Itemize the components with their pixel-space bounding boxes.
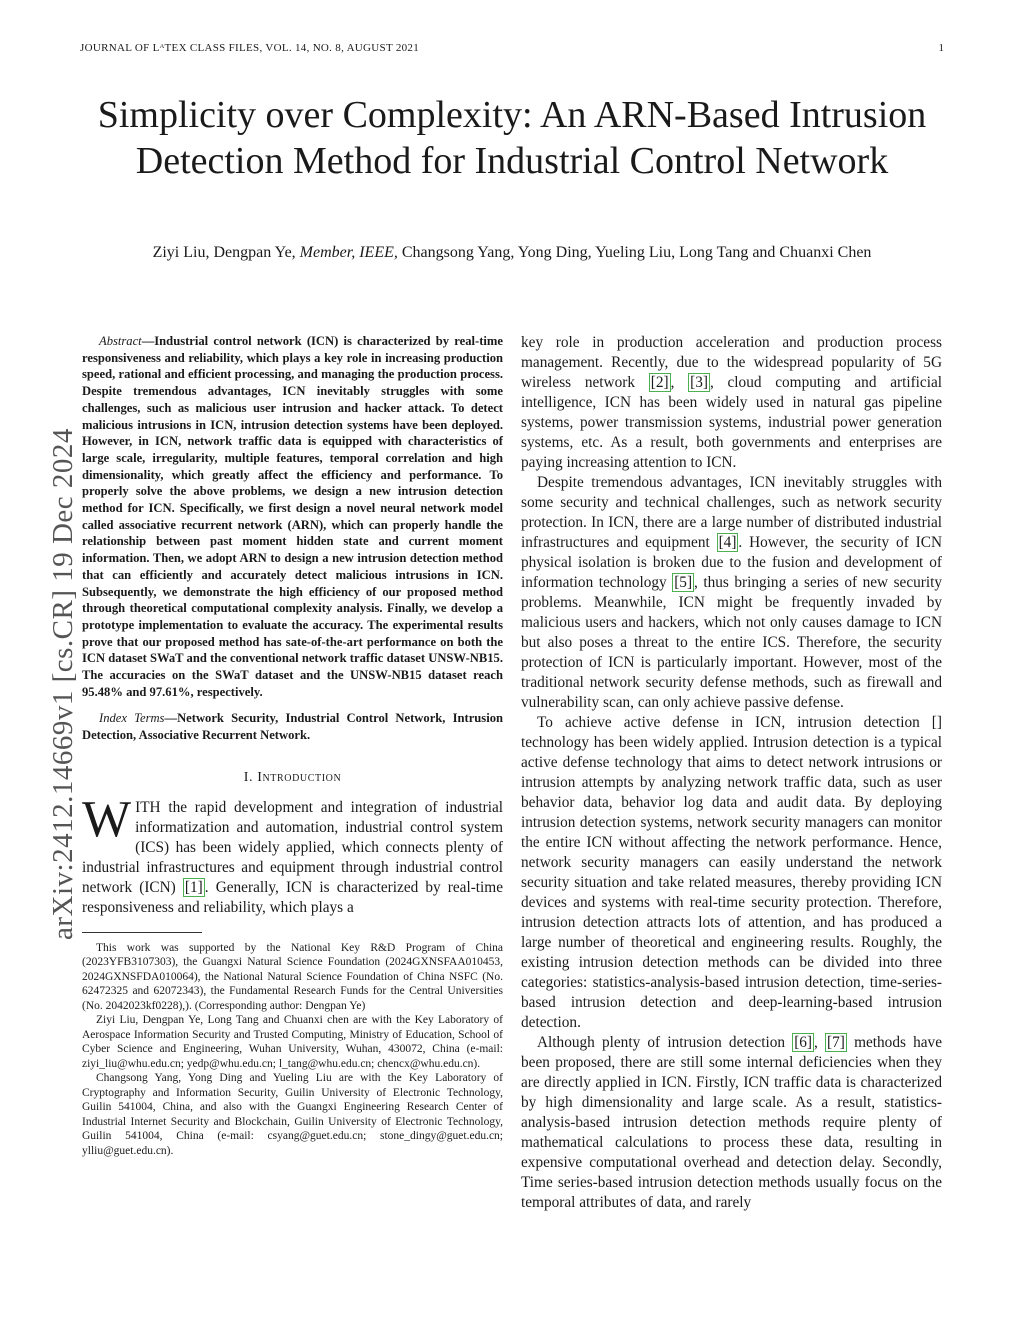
right-column: [521, 333, 942, 1213]
index-terms-label: Index Terms: [99, 711, 165, 726]
page-number: 1: [938, 42, 944, 54]
author-role: Member, IEEE,: [299, 244, 398, 261]
section-heading-introduction: [82, 770, 503, 786]
abstract-text: —Industrial control network (ICN) is characterized by real-time responsiveness and reliability, which plays a key role in increasing production speed, rational and efficient processing, and managing the production process. Despite tremendous advantages, ICN inevitably struggles with some challenges, such as malicious user intrusion and hacker attack. To detect malicious intrusions in ICN, intrusion detection systems have been deployed. However, in ICN, network traffic data is equipped with characteristics of large scale, irregularity, multiple features, temporal correlation and high dimensionality, which greatly affect the efficiency and performance. To properly solve the above problems, we design a new intrusion detection method for ICN. Specifically, we first design a novel neural network model called associative recurrent network (ARN), which can properly handle the relationship between past moment hidden state and current moment information. Then, we adopt ARN to design a new intrusion detection method that can efficiently and accurately detect malicious intrusions in ICN. Subsequently, we demonstrate the high efficiency of our proposed method through theoretical computational complexity analysis. Finally, we develop a prototype implementation to evaluate the accuracy. The experimental results prove that our proposed method has sate-of-the-art performance on both the ICN dataset SWaT and the conventional network traffic dataset UNSW-NB15. The accuracies on the SWaT dataset and the UNSW-NB15 dataset reach 95.48% and 97.61%, respectively.: [82, 334, 503, 699]
intro-p1-text-a: ITH the rapid development and integration of industrial informatization and automation, industrial control system (ICS) has been widely applied, which connects plenty of industrial infrastructures and equipment through industrial control network (ICN): [82, 798, 503, 896]
drop-cap: W: [82, 790, 132, 848]
right-paragraph-3: To achieve active defense in ICN, intrusion detection [] technology has been widely applied. Intrusion detection is a typical active defense technology that aims to detect network intrusions or intrusion attempts by analyzing network traffic data, such as user behavior data, behavior log data and audit data. By deploying intrusion detection systems, network security managers can monitor the entire ICN without affecting the network performance. Hence, network security managers can easily understand the network security situation and take related measures, thereby providing ICN devices and systems with real-time security protection. Therefore, intrusion detection attracts lots of attention, and has produced a large number of theoretical and engineering results. Roughly, the existing intrusion detection methods can be divided into three categories: statistics-analysis-based intrusion detection, time-series-based intrusion detection and deep-learning-based intrusion detection.: [521, 714, 942, 1031]
right-paragraph-2: [521, 473, 942, 713]
citation-link[interactable]: [6]: [794, 1034, 813, 1051]
citation-link[interactable]: [7]: [827, 1034, 845, 1051]
citation-link[interactable]: [1]: [184, 878, 203, 896]
right-p2-text-c: , thus bringing a series of new security problems. Meanwhile, ICN might be frequently invaded by malicious users and hackers, which not only causes damage to ICN but also poses a threat to the entire ICS. Therefore, the security protection of ICN is particularly important. However, most of the traditional network security defense methods, such as firewall and vulnerability scan, can only achieve passive defense.: [521, 574, 942, 711]
footnote-affiliation-1: Ziyi Liu, Dengpan Ye, Long Tang and Chuanxi chen are with the Key Laboratory of Aerospace Information Security and Trusted Computing, Ministry of Education, School of Cyber Science and Engineering, Wuhan University, Wuhan, 430072, China (e-mail: ziyi_liu@whu.edu.cn; yedp@whu.edu.cn; l_tang@whu.edu.cn; chencx@whu.edu.cn).: [82, 1014, 503, 1070]
paper-title: Simplicity over Complexity: An ARN-Based Intrusion Detection Method for Industrial Control Network: [97, 94, 927, 182]
authors-part-1: Ziyi Liu, Dengpan Ye,: [152, 244, 300, 261]
footnote-funding: This work was supported by the National Key R&D Program of China (2023YFB3107303), the Guangxi Natural Science Foundation (2024GXNSFAA010453, 2024GXNSFDA010064), the National Natural Science Foundation of China NSFC (No. 62472325 and 62072343), the Fundamental Research Funds for the Central Universities (No. 2042023kf0228),). (Corresponding author: Dengpan Ye): [82, 941, 503, 1012]
abstract: [82, 333, 503, 700]
citation-link[interactable]: [4]: [718, 534, 737, 551]
right-paragraph-4: [521, 1033, 942, 1213]
intro-p1-text-b: . Generally, ICN is characterized by real-time responsiveness and reliability, which plays a: [82, 878, 503, 916]
citation-link[interactable]: [5]: [674, 574, 693, 591]
right-p1-separator: ,: [670, 374, 689, 391]
authors-part-2: Changsong Yang, Yong Ding, Yueling Liu, Long Tang and Chuanxi Chen: [397, 244, 872, 261]
section-numeral: I.: [243, 769, 258, 785]
right-p4-text-a: Although plenty of intrusion detection: [537, 1034, 793, 1051]
right-paragraph-1: [521, 333, 942, 473]
index-terms-text: —Network Security, Industrial Control Network, Intrusion Detection, Associative Recurrent Network.: [82, 711, 503, 743]
arxiv-identifier: arXiv:2412.14669v1 [cs.CR] 19 Dec 2024: [47, 428, 79, 940]
intro-paragraph-1: [82, 790, 503, 918]
left-column: [82, 333, 503, 1158]
right-p1-text-b: , cloud computing and artificial intelligence, ICN has been widely used in natural gas pipeline systems, power transmission systems, industrial power generation systems, etc. As a result, both governments and enterprises are paying increasing attention to ICN.: [521, 374, 943, 471]
author-list: [60, 244, 964, 262]
right-p1-text-a: key role in production acceleration and production process management. Recently, due to the widespread popularity of 5G wireless network: [521, 334, 942, 391]
citation-link[interactable]: [2]: [650, 374, 669, 391]
section-title: Introduction: [257, 769, 342, 785]
footnote-rule: [82, 932, 202, 933]
right-p2-text-a: Despite tremendous advantages, ICN inevitably struggles with some security and technical challenges, such as network security protection. In ICN, there are a large number of distributed industrial infrastructures and equipment: [521, 474, 942, 551]
index-terms: [82, 710, 503, 743]
right-p2-text-b: . However, the security of ICN physical isolation is broken due to the fusion and development of information technology: [521, 534, 942, 591]
right-p4-separator: ,: [814, 1034, 826, 1051]
abstract-label: Abstract: [99, 334, 142, 348]
citation-link[interactable]: [3]: [690, 374, 708, 391]
footnote-affiliation-2: Changsong Yang, Yong Ding and Yueling Liu are with the Key Laboratory of Cryptography and Information Security, Guilin University of Electronic Technology, Guilin 541004, China, and also with the Guangxi Engineering Research Center of Industrial Internet Security and Blockchain, Guilin University of Electronic Technology, Guilin 541004, China (e-mail: csyang@guet.edu.cn; stone_dingy@guet.edu.cn; ylliu@guet.edu.cn).: [82, 1072, 503, 1157]
running-header: JOURNAL OF LᴬTEX CLASS FILES, VOL. 14, NO. 8, AUGUST 2021: [80, 42, 420, 54]
right-p4-text-b: methods have been proposed, there are still some internal deficiencies when they are directly applied in ICN. Firstly, ICN traffic data is characterized by high dimensionality and large scale. As a result, statistics-analysis-based intrusion detection methods require plenty of mathematical calculations to process these data, resulting in expensive computational overhead and detection delay. Secondly, Time series-based intrusion detection methods usually focus on the temporal attributes of data, and rarely: [521, 1034, 942, 1211]
